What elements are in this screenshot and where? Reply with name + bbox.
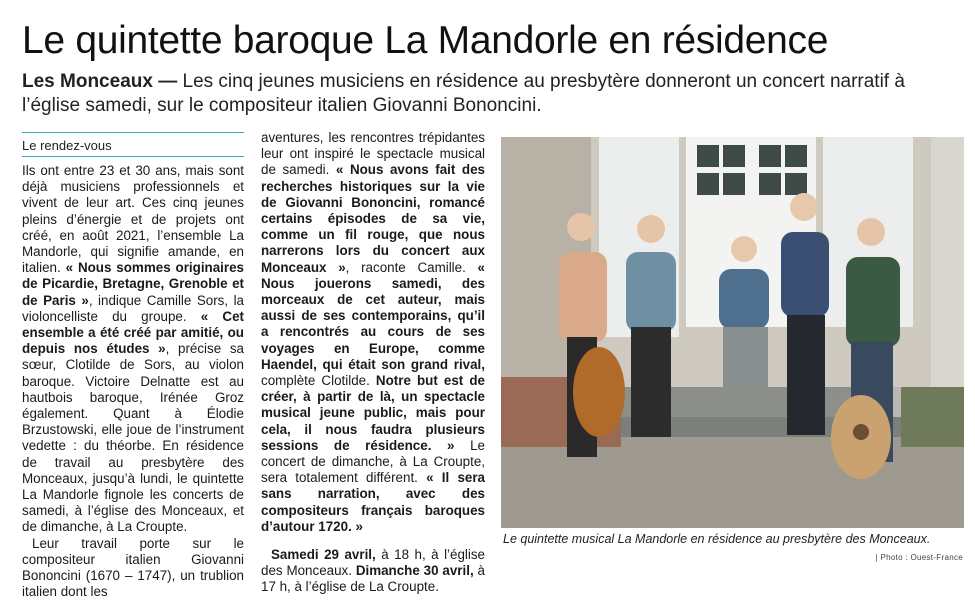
- rubric-label: Le rendez-vous: [22, 132, 244, 157]
- paragraph: Leur travail porte sur le compositeur italien Giovanni Bononcini (1670 – 1747), un trublion italien dont les: [22, 535, 244, 600]
- text-run: Ils ont entre 23 et 30 ans, mais sont déjà musiciens professionnels et vivent de leur art. Ces cinq jeunes pleins d’énergie et de projets ont créé, en août 2021, l’ensemble La Mandorle, qui signifie amande, en italien.: [22, 163, 244, 276]
- paragraph: [261, 130, 485, 535]
- text-run: , précise sa sœur, Clotilde de Sors, au violon baroque. Victoire Delnatte est au hautbois baroque, Irénée Groz également. Quant à Élodie Brzustowski, elle joue de l’instrument vedette : du théorbe. En résidence de travail au presbytère des Monceaux, jusqu’à lundi, le quintette La Mandorle fignole les concerts de samedi, à l’église des Monceaux, et de dimanche, à La Croupte.: [22, 341, 244, 535]
- quote: « Nous sommes originaires de Picardie, Bretagne, Grenoble et de Paris »: [22, 260, 244, 308]
- photo-caption: Le quintette musical La Mandorle en résidence au presbytère des Monceaux.: [503, 532, 931, 546]
- standfirst-place: Les Monceaux —: [22, 71, 178, 92]
- article-column-2: [261, 130, 485, 596]
- wall-right: [931, 137, 964, 387]
- standfirst: [22, 70, 952, 118]
- paragraph: [22, 163, 244, 536]
- standfirst-text: Les cinq jeunes musiciens en résidence au presbytère donneront un concert narratif à l’église samedi, sur le compositeur italien Giovanni Bononcini.: [22, 71, 905, 116]
- event-date: Samedi 29 avril,: [271, 547, 376, 563]
- text-run: aventures, les rencontres trépidantes leur ont inspiré le spectacle musical de samedi.: [261, 130, 485, 178]
- quote: « Cet ensemble a été créé par amitié, ou depuis nos études »: [22, 308, 245, 357]
- text-run: complète Clotilde.: [261, 373, 376, 389]
- headline: Le quintette baroque La Mandorle en résidence: [22, 19, 829, 62]
- event-details: à 17 h, à l’église de La Croupte.: [261, 563, 485, 595]
- quote: « Nous jouerons samedi, des morceaux de cet auteur, mais aussi de ses contemporains, qu’il a rencontrés au cours de ses voyages en Europe, comme Haendel, qui était son grand rival,: [261, 259, 485, 372]
- text-run: Le concert de dimanche, à La Croupte, sera totalement différent.: [261, 437, 485, 486]
- quote: « Nous avons fait des recherches historiques sur la vie de Giovanni Bononcini, romancé certains épisodes de sa vie, comme un fil rouge, que nous narrerons lors du concert aux Monceaux »: [261, 162, 485, 275]
- photo-credit: | Photo : Ouest-France: [875, 553, 963, 562]
- event-details: à 18 h, à l’église des Monceaux.: [261, 547, 486, 579]
- quote: Notre but est de créer, à partir de là, un spectacle musical jeune public, mais pour cela, il nous faudra plusieurs sessions de résidence. »: [261, 373, 485, 453]
- text-run: , indique Camille Sors, la violoncelliste du groupe.: [22, 292, 244, 324]
- photo-illustration: [501, 137, 964, 528]
- event-dates: [261, 547, 485, 596]
- article-photo: [501, 137, 964, 528]
- quote: « Il sera sans narration, avec des compositeurs français baroques d’autour 1720. »: [261, 470, 485, 534]
- event-date: Dimanche 30 avril,: [355, 563, 474, 579]
- hedge-right: [901, 387, 964, 447]
- text-run: , raconte Camille.: [345, 259, 478, 275]
- article-column-1: [22, 132, 244, 600]
